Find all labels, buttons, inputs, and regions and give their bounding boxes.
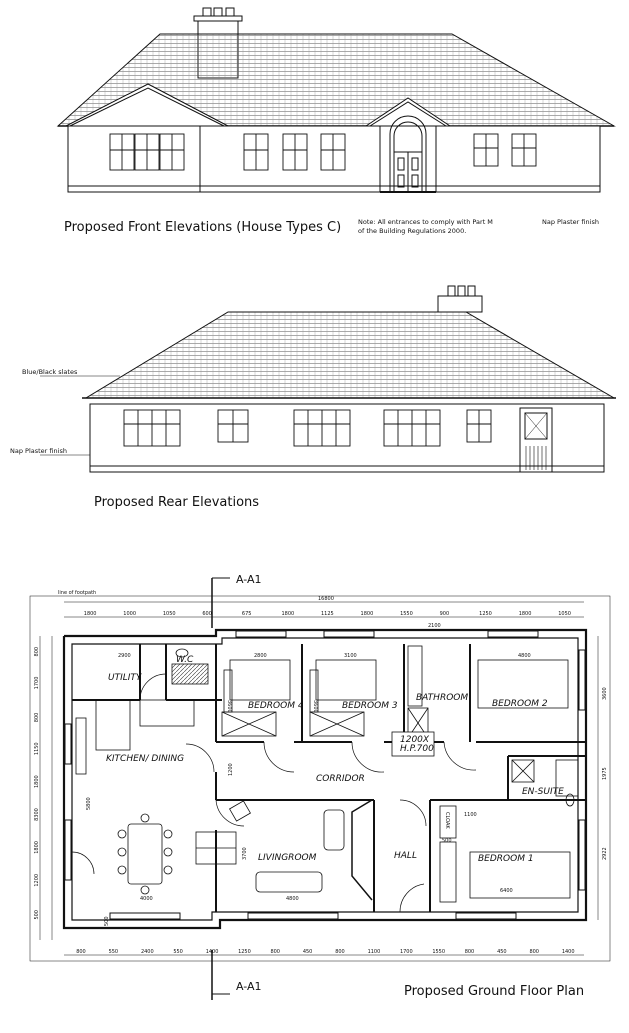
left_dims-4: 1800	[34, 775, 40, 788]
bottom_dims-12: 800	[464, 949, 475, 955]
top-dimensions	[84, 611, 571, 617]
room-bedroom2: BEDROOM 2	[492, 699, 548, 709]
top_dims-3: 600	[202, 611, 212, 617]
bottom_dims-6: 800	[270, 949, 280, 955]
dim-bed2-w: 4800	[518, 653, 531, 659]
front-finish-label: Nap Plaster finish	[542, 218, 599, 226]
bottom_dims-1: 550	[108, 949, 119, 955]
top_dims-9: 900	[439, 611, 450, 617]
left_dims-8: 500	[34, 910, 40, 920]
room-corridor: CORRIDOR	[316, 774, 365, 784]
bottom_dims-14: 800	[529, 949, 539, 955]
left-dimensions	[34, 647, 40, 920]
bottom_dims-15: 1400	[561, 949, 575, 955]
right_dims-2: 2922	[602, 847, 608, 860]
dim-kitchen-h: 5800	[86, 797, 92, 810]
overall-width: 16800	[318, 596, 334, 602]
bottom-dimensions	[76, 949, 574, 955]
front-elevation-caption: Proposed Front Elevations (House Types C)	[64, 220, 342, 235]
rear-roof	[86, 312, 614, 398]
dim-cloak-h: 500	[442, 838, 452, 844]
dim-bed1-w: 6400	[500, 888, 513, 894]
right-dimensions	[602, 687, 608, 860]
top_dims-8: 1550	[400, 611, 413, 617]
room-kitchen: KITCHEN/ DINING	[106, 754, 185, 764]
left_dims-1: 1700	[34, 676, 40, 690]
right_dims-0: 3600	[602, 687, 608, 700]
bottom_dims-2: 2400	[140, 949, 154, 955]
dim-bed3-h: 3600	[312, 700, 318, 713]
room-cloak: CLOAK	[444, 812, 450, 829]
hp-label: H.P.700	[400, 744, 434, 754]
bottom_dims-7: 450	[302, 949, 313, 955]
top_dims-1: 1000	[123, 611, 137, 617]
bottom_dims-0: 800	[76, 949, 86, 955]
dim-corridor-h: 1200	[228, 763, 234, 776]
front-note-line2: of the Building Regulations 2000.	[358, 227, 467, 235]
dim-bath-w: 2100	[428, 623, 441, 629]
room-bedroom1: BEDROOM 1	[478, 854, 534, 864]
left_dims-3: 1150	[34, 742, 40, 756]
bottom_dims-8: 800	[335, 949, 345, 955]
left_dims-5: 8300	[34, 808, 40, 821]
dim-bed3-w: 3100	[344, 653, 357, 659]
bottom_dims-11: 1550	[432, 949, 446, 955]
top_dims-12: 1050	[558, 611, 571, 617]
bottom_dims-4: 1400	[205, 949, 219, 955]
rear-elevation	[40, 286, 616, 472]
sofa-right	[324, 810, 344, 850]
sofa-bottom	[256, 872, 322, 892]
rear-finish-label: Nap Plaster finish	[10, 447, 67, 455]
top_dims-10: 1250	[479, 611, 492, 617]
section-marker-top-label: A-A1	[236, 573, 262, 586]
front-elevation	[58, 8, 614, 192]
rear-chimney	[438, 286, 482, 312]
wc-cistern	[172, 664, 208, 684]
left_dims-6: 1800	[34, 841, 40, 854]
hp-size: 1200X	[400, 735, 430, 745]
rear-wall	[90, 404, 604, 472]
room-hall: HALL	[394, 851, 417, 861]
left_dims-0: 800	[34, 646, 40, 657]
dim-living-w: 4800	[286, 896, 299, 902]
room-livingroom: LIVINGROOM	[258, 853, 317, 863]
room-bedroom4: BEDROOM 4	[248, 701, 304, 711]
dim-cloak-w: 1100	[464, 812, 477, 818]
top_dims-4: 675	[241, 611, 252, 617]
top_dims-11: 1800	[518, 611, 532, 617]
front-note-line1: Note: All entrances to comply with Part M	[358, 218, 493, 226]
dim-bed4-h: 3600	[226, 700, 232, 713]
dim-utility-w: 2900	[118, 653, 131, 659]
left_dims-7: 1200	[34, 873, 40, 887]
section-marker-bottom	[212, 950, 230, 1000]
room-bathroom: BATHROOM	[416, 693, 469, 703]
top_dims-5: 1800	[281, 611, 295, 617]
left_dims-2: 800	[34, 712, 40, 723]
top_dims-6: 1125	[321, 611, 334, 617]
bottom_dims-13: 450	[497, 949, 507, 955]
dining-table	[128, 824, 162, 884]
right_dims-1: 1975	[602, 767, 608, 780]
dim-kitchen-w: 4000	[140, 896, 153, 902]
top_dims-0: 1800	[83, 611, 97, 617]
room-ensuite: EN-SUITE	[522, 787, 564, 797]
dim-bed4-w: 2800	[254, 653, 267, 659]
room-wc: W.C	[176, 655, 194, 665]
top_dims-7: 1800	[360, 611, 374, 617]
floor-plan-caption: Proposed Ground Floor Plan	[404, 984, 585, 999]
front-wall	[68, 126, 600, 192]
top_dims-2: 1050	[162, 611, 176, 617]
dim-hall-left: 500	[104, 916, 110, 926]
footpath-label: line of footpath	[58, 590, 97, 596]
bottom_dims-5: 1250	[238, 949, 251, 955]
rear-elevation-caption: Proposed Rear Elevations	[94, 495, 260, 510]
section-marker-bottom-label: A-A1	[236, 980, 262, 993]
rear-slates-label: Blue/Black slates	[22, 368, 78, 376]
bottom_dims-9: 1100	[367, 949, 381, 955]
bottom_dims-3: 550	[173, 949, 183, 955]
dim-living-h: 3700	[242, 847, 248, 860]
room-bedroom3: BEDROOM 3	[342, 701, 398, 711]
bottom_dims-10: 1700	[399, 949, 413, 955]
section-marker-top	[212, 578, 230, 628]
room-utility: UTILITY	[108, 673, 142, 683]
